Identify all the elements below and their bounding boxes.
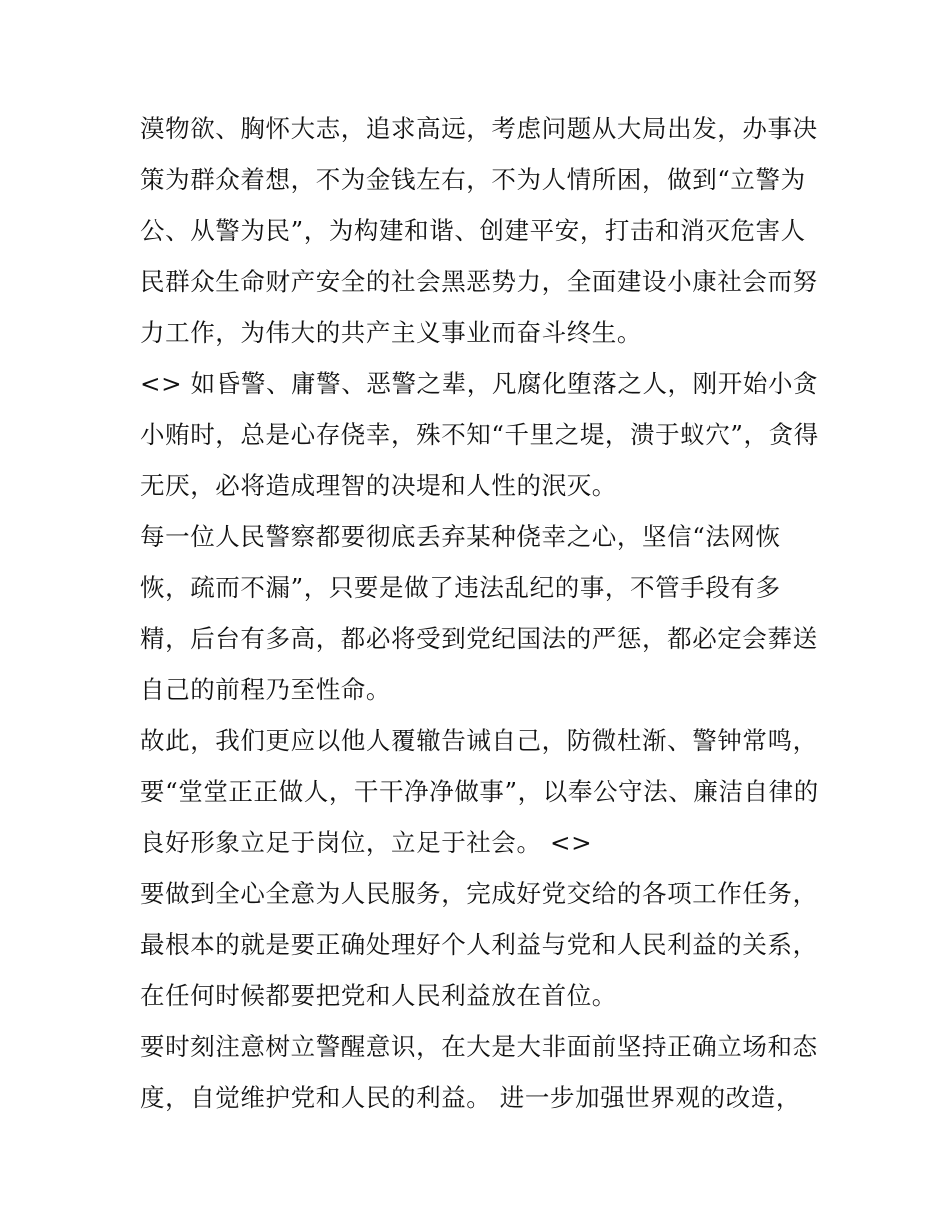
text-line: 要“堂堂正正做人，干干净净做事”，以奉公守法、廉洁自律的 <box>140 777 819 806</box>
text-line: 策为群众着想，不为金钱左右，不为人情所困，做到“立警为 <box>140 165 806 194</box>
text-line: 精，后台有多高，都必将受到党纪国法的严惩，都必定会葬送 <box>140 624 818 653</box>
text-line: 无厌，必将造成理智的决堤和人性的泯灭。 <box>140 471 617 500</box>
text-line: 小贿时，总是心存侥幸，殊不知“千里之堤，溃于蚁穴”，贪得 <box>140 420 819 449</box>
text-line: 良好形象立足于岗位，立足于社会。 <> <box>140 828 593 857</box>
text-line: 要做到全心全意为人民服务，完成好党交给的各项工作任务， <box>140 879 818 908</box>
text-line: 恢，疏而不漏”，只要是做了违法乱纪的事，不管手段有多 <box>140 573 781 602</box>
text-line: 每一位人民警察都要彻底丢弃某种侥幸之心，坚信“法网恢 <box>140 522 781 551</box>
text-line: 要时刻注意树立警醒意识，在大是大非面前坚持正确立场和态 <box>140 1032 818 1061</box>
text-line: 漠物欲、胸怀大志，追求高远，考虑问题从大局出发，办事决 <box>140 114 818 143</box>
text-line: 公、从警为民”，为构建和谐、创建平安，打击和消灭危害人 <box>140 216 806 245</box>
text-line: 故此，我们更应以他人覆辙告诫自己，防微杜渐、警钟常鸣， <box>140 726 818 755</box>
text-line: 力工作，为伟大的共产主义事业而奋斗终生。 <box>140 318 642 347</box>
text-line: <> 如昏警、庸警、恶警之辈，凡腐化堕落之人，刚开始小贪 <box>140 369 819 398</box>
text-line: 在任何时候都要把党和人民利益放在首位。 <box>140 981 617 1010</box>
text-line: 度，自觉维护党和人民的利益。 进一步加强世界观的改造， <box>140 1083 801 1112</box>
text-line: 最根本的就是要正确处理好个人利益与党和人民利益的关系， <box>140 930 818 959</box>
document-body <box>140 103 830 1123</box>
text-line: 民群众生命财产安全的社会黑恶势力，全面建设小康社会而努 <box>140 267 818 296</box>
text-line: 自己的前程乃至性命。 <box>140 675 391 704</box>
